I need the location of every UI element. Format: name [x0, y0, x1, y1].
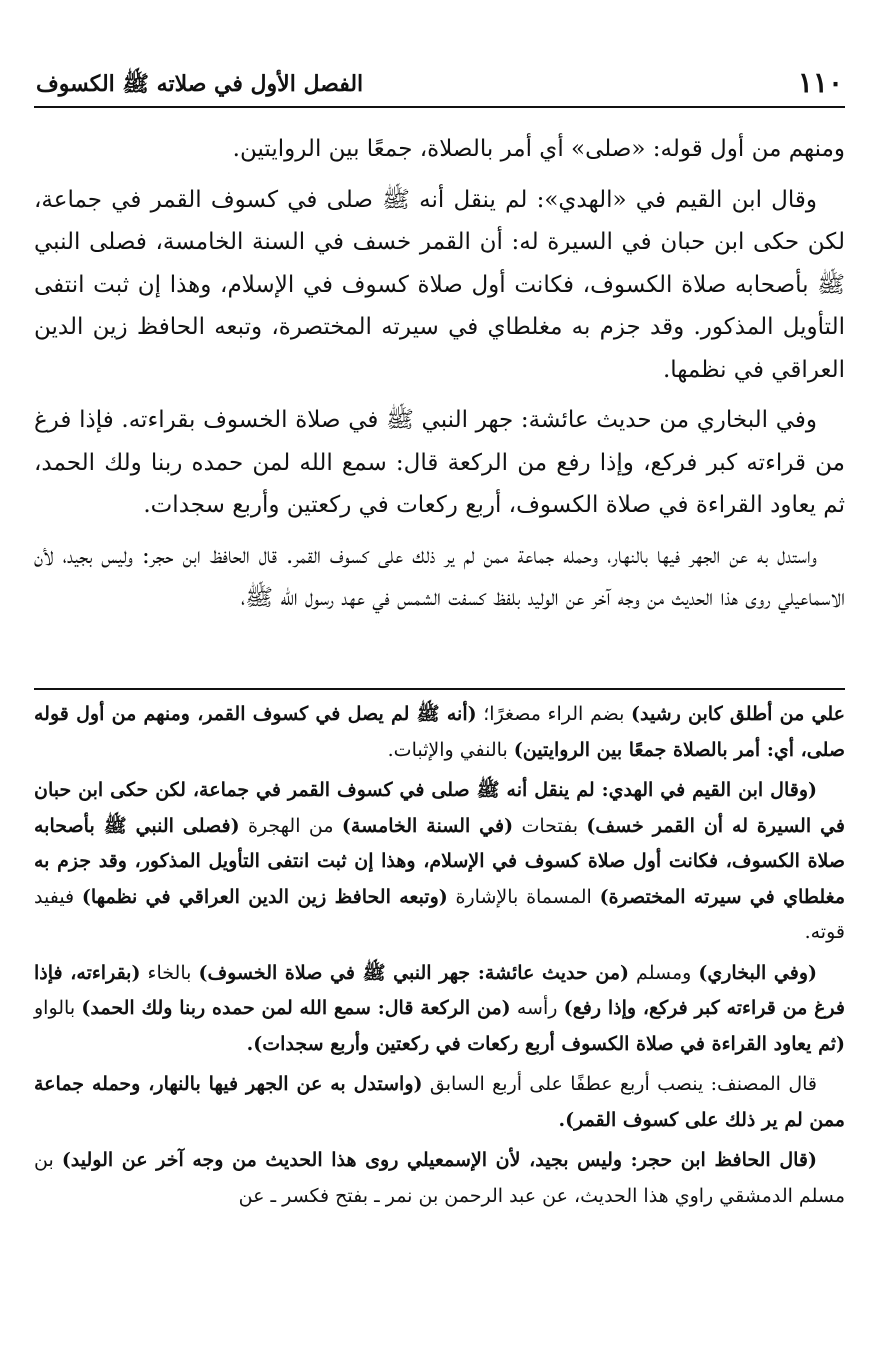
main-paragraph-1: ومنهم من أول قوله: «صلى» أي أمر بالصلاة، جمعًا بين الروايتين. — [232, 136, 845, 162]
main-paragraph-2: وقال ابن القيم في «الهدي»: لم ينقل أنه ﷺ صلى في كسوف القمر في جماعة، لكن حكى ابن حبان في السيرة له: أن القمر خسف في السنة الخامسة، فصلى النبي ﷺ بأصحابه صلاة الكسوف، فكانت أول صلاة كسوف في الإسلام، وهذا إن ثبت انتفى التأويل المذكور. وقد جزم به مغلطاي في سيرته المختصرة، وتبعه الحافظ زين الدين العراقي في نظمها. — [34, 186, 845, 383]
main-text — [34, 128, 845, 680]
quoted-text-bold: (في السنة الخامسة) — [341, 814, 514, 837]
quoted-text-bold: (ثم يعاود القراءة في صلاة الكسوف أربع ركعات في ركعتين وأربع سجدات). — [246, 1032, 845, 1055]
commentary-paragraph-2 — [34, 773, 845, 951]
quoted-text-bold: علي من أطلق كابن رشيد) — [631, 703, 845, 725]
footnote-divider — [34, 688, 845, 690]
commentary-text-run: المسماة بالإشارة — [447, 885, 600, 908]
commentary-text-run: بضم الراء مصغرًا؛ — [476, 703, 632, 725]
running-title: الفصل الأول في صلاته ﷺ الكسوف — [36, 71, 364, 97]
commentary-text-run: قال المصنف: ينصب أربع عطفًا على أربع السابق — [422, 1073, 817, 1095]
quoted-text-bold: (وقال ابن القيم في الهدي: لم ينقل أنه ﷺ صلى في كسوف القمر في جماعة، لكن حكى ابن حبان في السيرة له أن القمر خسف) — [34, 779, 845, 837]
quoted-text-bold: (من الركعة قال: سمع الله لمن حمده ربنا ولك الحمد) — [81, 997, 511, 1019]
commentary-text-run: بفتحات — [513, 814, 587, 837]
quoted-text-bold: (من حديث عائشة: جهر النبي ﷺ في صلاة الخسوف) — [198, 961, 629, 984]
commentary-text-run: بالخاء — [140, 961, 199, 984]
commentary-text-run: بن مسلم الدمشقي راوي هذا الحديث، عن عبد الرحمن بن نمر ـ بفتح فكسر ـ عن — [34, 1149, 845, 1207]
quoted-text-bold: (أنه ﷺ لم يصل في كسوف القمر، ومنهم من أول قوله صلى، أي: أمر بالصلاة جمعًا بين الروايتين) — [34, 703, 845, 761]
quoted-text-bold: (فصلى النبي ﷺ بأصحابه صلاة الكسوف، فكانت أول صلاة كسوف في الإسلام، وهذا إن ثبت انتفى التأويل المذكور، وقد جزم به مغلطاي في سيرته المختصرة) — [34, 814, 845, 908]
commentary-text-run: من الهجرة — [239, 814, 342, 837]
commentary-text-run: فيفيد قوته. — [34, 885, 845, 943]
commentary-paragraph-1 — [34, 697, 845, 768]
commentary-text-run: بالنفي والإثبات. — [387, 738, 514, 761]
commentary-text — [34, 697, 845, 1297]
page-number: ١١٠ — [797, 66, 843, 99]
quoted-text-bold: (بقراءته، فإذا فرغ من قراءته كبر فركع، وإذا رفع) — [34, 961, 845, 1019]
main-paragraph-4: واستدل به عن الجهر فيها بالنهار، وحمله جماعة ممن لم ير ذلك على كسوف القمر. قال الحافظ ابن حجر: وليس بجيد، لأن الاسماعيلي روى هذا الحديث من وجه آخر عن الوليد بلفظ كسفت الشمس في عهد رسول الله ﷺ، — [34, 542, 845, 611]
quoted-text-bold: (وتبعه الحافظ زين الدين العراقي في نظمها) — [81, 885, 448, 908]
main-paragraph-3: وفي البخاري من حديث عائشة: جهر النبي ﷺ في صلاة الخسوف بقراءته. فإذا فرغ من قراءته كبر فركع، وإذا رفع من الركعة قال: سمع الله لمن حمده ربنا ولك الحمد، ثم يعاود القراءة في صلاة الكسوف، أربع ركعات في ركعتين وأربع سجدات. — [34, 407, 845, 518]
commentary-paragraph-4 — [34, 1067, 845, 1138]
page-header — [34, 66, 845, 108]
commentary-paragraph-5 — [34, 1143, 845, 1214]
quoted-text-bold: (واستدل به عن الجهر فيها بالنهار، وحمله جماعة ممن لم ير ذلك على كسوف القمر). — [34, 1073, 845, 1131]
commentary-text-run: ومسلم — [628, 961, 699, 984]
quoted-text-bold: (وفي البخاري) — [698, 961, 818, 984]
quoted-text-bold: (قال الحافظ ابن حجر: وليس بجيد، لأن الإسمعيلي روى هذا الحديث من وجه آخر عن الوليد) — [61, 1149, 817, 1171]
commentary-text-run: رأسه — [510, 997, 564, 1019]
commentary-paragraph-3 — [34, 956, 845, 1063]
commentary-text-run: بالواو — [34, 997, 82, 1019]
